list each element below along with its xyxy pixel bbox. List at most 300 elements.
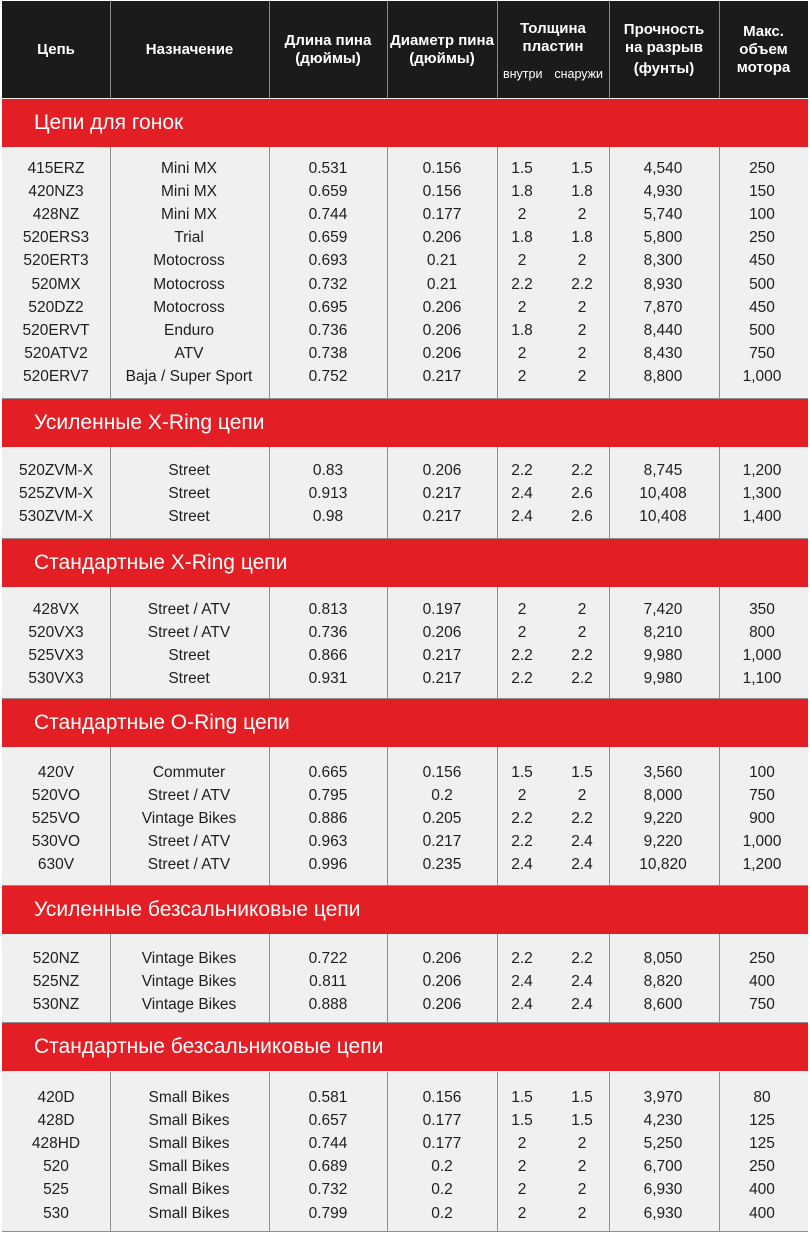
table-cell: Vintage Bikes	[141, 949, 237, 967]
header-max-engine: Макс. объем мотора	[736, 22, 791, 76]
table-cell: 1.5	[511, 1088, 533, 1106]
section-title: Усиленные безсальниковые цепи	[2, 886, 808, 934]
table-cell: 750	[749, 786, 775, 804]
table-cell: 530	[43, 1204, 69, 1222]
table-cell: 2	[517, 205, 527, 223]
table-cell: 2.2	[511, 461, 533, 479]
table-cell: Commuter	[152, 763, 226, 781]
table-cell: 0.217	[422, 507, 462, 525]
table-cell: 0.156	[422, 1088, 462, 1106]
table-cell: 0.693	[308, 252, 348, 270]
table-cell: 2	[577, 321, 587, 339]
table-row	[2, 807, 808, 830]
table-cell: 8,050	[643, 949, 683, 967]
table-cell: Small Bikes	[148, 1134, 230, 1152]
table-cell: 2.2	[571, 646, 593, 664]
table-cell: 1.8	[571, 182, 593, 200]
table-cell: 1,000	[742, 368, 782, 386]
table-cell: Street / ATV	[147, 786, 231, 804]
table-cell: 520NZ	[32, 949, 80, 967]
table-cell: Street / ATV	[147, 856, 231, 874]
table-cell: 0.665	[308, 763, 348, 781]
table-cell: 0.531	[308, 159, 348, 177]
table-cell: 0.736	[308, 623, 348, 641]
table-cell: 525NZ	[32, 972, 80, 990]
table-row	[2, 1086, 808, 1109]
table-cell: 2.4	[571, 833, 593, 851]
header-pin-length: Длина пина (дюймы)	[284, 31, 372, 67]
table-cell: 0.931	[308, 670, 348, 688]
section-title: Усиленные X-Ring цепи	[2, 399, 808, 447]
table-cell: 750	[749, 995, 775, 1013]
table-cell: 9,980	[643, 646, 683, 664]
table-cell: 7,870	[643, 298, 683, 316]
table-cell: 6,930	[643, 1204, 683, 1222]
table-cell: 1,200	[742, 856, 782, 874]
table-cell: 2.4	[511, 507, 533, 525]
table-cell: 150	[749, 182, 775, 200]
table-cell: 0.217	[422, 670, 462, 688]
table-cell: 0.813	[308, 600, 348, 618]
table-cell: 0.206	[422, 321, 462, 339]
table-cell: 0.913	[308, 484, 348, 502]
table-cell: 2.2	[511, 670, 533, 688]
table-cell: 428NZ	[32, 205, 80, 223]
table-cell: Mini MX	[161, 159, 217, 177]
table-row	[2, 505, 808, 528]
table-row	[2, 249, 808, 272]
table-cell: 520ATV2	[24, 345, 88, 363]
table-cell: 2	[517, 345, 527, 363]
table-cell: Motocross	[153, 252, 225, 270]
table-cell: 0.732	[308, 1181, 348, 1199]
table-cell: 0.21	[426, 275, 458, 293]
table-cell: Vintage Bikes	[141, 809, 237, 827]
table-cell: 8,820	[643, 972, 683, 990]
table-cell: 8,800	[643, 368, 683, 386]
table-cell: 520ERS3	[22, 229, 90, 247]
table-cell: 2	[577, 1134, 587, 1152]
section-rows	[2, 934, 808, 1022]
table-cell: 0.659	[308, 229, 348, 247]
table-cell: 8,430	[643, 345, 683, 363]
table-cell: 420NZ3	[28, 182, 84, 200]
table-cell: 350	[749, 600, 775, 618]
table-cell: 2.4	[511, 995, 533, 1013]
table-cell: 0.206	[422, 995, 462, 1013]
table-row	[2, 761, 808, 784]
table-cell: 0.736	[308, 321, 348, 339]
table-cell: 1.8	[511, 229, 533, 247]
table-cell: 3,560	[643, 763, 683, 781]
table-row	[2, 459, 808, 482]
table-row	[2, 273, 808, 296]
table-cell: 0.197	[422, 600, 462, 618]
table-cell: 525ZVM-X	[18, 484, 94, 502]
table-cell: 2.4	[511, 972, 533, 990]
table-cell: 530NZ	[32, 995, 80, 1013]
table-cell: 0.811	[309, 972, 347, 990]
table-cell: 1,400	[742, 507, 782, 525]
table-cell: 500	[749, 275, 775, 293]
table-cell: 0.206	[422, 461, 462, 479]
table-cell: 1.5	[511, 1111, 533, 1129]
table-cell: Street / ATV	[147, 600, 231, 618]
table-cell: Motocross	[153, 275, 225, 293]
table-cell: 420D	[37, 1088, 75, 1106]
table-cell: 0.156	[422, 159, 462, 177]
table-cell: 2	[517, 1204, 527, 1222]
table-cell: 250	[749, 949, 775, 967]
table-cell: 520ZVM-X	[18, 461, 94, 479]
table-cell: 2.4	[571, 995, 593, 1013]
table-cell: Street	[168, 461, 210, 479]
table-cell: 0.657	[308, 1111, 348, 1129]
table-cell: 428D	[37, 1111, 75, 1129]
table-cell: 0.217	[422, 368, 462, 386]
table-cell: 0.752	[308, 368, 348, 386]
table-cell: 1.5	[511, 159, 533, 177]
table-cell: 0.795	[308, 786, 348, 804]
table-cell: 0.689	[308, 1158, 348, 1176]
header-plate-thickness: Толщина пластин внутри снаружи	[503, 20, 603, 81]
table-row	[2, 296, 808, 319]
table-cell: 0.235	[422, 856, 462, 874]
table-cell: 420V	[37, 763, 75, 781]
table-cell: 100	[749, 763, 775, 781]
table-cell: 0.217	[422, 833, 462, 851]
table-cell: Street	[168, 646, 210, 664]
table-cell: 2.6	[571, 484, 593, 502]
table-cell: 1,300	[742, 484, 782, 502]
table-cell: 10,820	[639, 856, 687, 874]
table-row	[2, 784, 808, 807]
table-cell: 0.888	[308, 995, 348, 1013]
table-cell: 0.886	[308, 809, 348, 827]
table-cell: 1.5	[571, 1111, 593, 1129]
section-rows	[2, 747, 808, 885]
table-cell: 0.2	[431, 786, 453, 804]
table-cell: 520DZ2	[28, 298, 84, 316]
table-cell: Vintage Bikes	[141, 995, 237, 1013]
table-cell: 0.695	[308, 298, 348, 316]
table-cell: 9,220	[643, 809, 683, 827]
table-cell: 5,250	[643, 1134, 683, 1152]
table-cell: 2.2	[511, 275, 533, 293]
table-cell: 80	[753, 1088, 771, 1106]
table-cell: 450	[749, 298, 775, 316]
table-cell: 0.83	[312, 461, 344, 479]
table-cell: 4,230	[643, 1111, 683, 1129]
table-cell: 2	[577, 368, 587, 386]
table-cell: 2.2	[571, 275, 593, 293]
section-rows	[2, 147, 808, 398]
table-cell: 520MX	[31, 275, 81, 293]
table-cell: 0.98	[312, 507, 344, 525]
table-cell: 1,000	[742, 833, 782, 851]
table-cell: 2.4	[511, 484, 533, 502]
table-cell: 1.5	[571, 763, 593, 781]
table-cell: 2	[577, 600, 587, 618]
table-cell: 8,210	[643, 623, 683, 641]
table-cell: 2.2	[571, 461, 593, 479]
table-row	[2, 319, 808, 342]
table-cell: Mini MX	[161, 182, 217, 200]
table-cell: 0.866	[308, 646, 348, 664]
table-cell: 0.2	[431, 1204, 453, 1222]
table-cell: 1.8	[511, 182, 533, 200]
table-cell: 0.217	[422, 646, 462, 664]
table-cell: Baja / Super Sport	[125, 368, 253, 386]
table-row	[2, 180, 808, 203]
table-cell: 2	[517, 368, 527, 386]
table-cell: 0.963	[308, 833, 348, 851]
table-row	[2, 226, 808, 249]
table-cell: 2	[577, 252, 587, 270]
table-cell: 0.744	[308, 1134, 348, 1152]
table-cell: 630V	[37, 856, 75, 874]
table-cell: 8,000	[643, 786, 683, 804]
table-cell: 2.4	[571, 972, 593, 990]
table-cell: 530ZVM-X	[18, 507, 94, 525]
table-row	[2, 830, 808, 853]
section-title: Цепи для гонок	[2, 99, 808, 147]
section-rows	[2, 1072, 808, 1231]
table-cell: 125	[749, 1134, 775, 1152]
table-cell: 525VO	[31, 809, 81, 827]
table-cell: 2.6	[571, 507, 593, 525]
table-cell: Street / ATV	[147, 833, 231, 851]
table-cell: 2	[517, 1158, 527, 1176]
table-cell: Trial	[174, 229, 204, 247]
table-cell: 0.996	[308, 856, 348, 874]
table-cell: Street	[168, 507, 210, 525]
table-cell: 2.2	[511, 646, 533, 664]
table-cell: 520ERT3	[23, 252, 89, 270]
table-cell: 8,745	[643, 461, 683, 479]
table-cell: 500	[749, 321, 775, 339]
table-cell: Enduro	[164, 321, 214, 339]
table-cell: Vintage Bikes	[141, 972, 237, 990]
table-cell: 3,970	[643, 1088, 683, 1106]
table-cell: 1.5	[511, 763, 533, 781]
table-row	[2, 1202, 808, 1225]
table-header	[2, 1, 808, 98]
table-cell: 1.5	[571, 159, 593, 177]
table-cell: 0.205	[422, 809, 462, 827]
table-cell: 0.206	[422, 345, 462, 363]
table-cell: 5,800	[643, 229, 683, 247]
table-cell: 2	[577, 1204, 587, 1222]
table-cell: 400	[749, 1181, 775, 1199]
table-row	[2, 365, 808, 388]
table-cell: 7,420	[643, 600, 683, 618]
table-cell: 2	[517, 298, 527, 316]
table-cell: 2	[577, 786, 587, 804]
table-cell: 0.156	[422, 182, 462, 200]
table-cell: 10,408	[639, 484, 687, 502]
table-row	[2, 598, 808, 621]
table-cell: 2	[517, 1134, 527, 1152]
table-cell: 8,440	[643, 321, 683, 339]
table-cell: 2	[517, 600, 527, 618]
header-pin-diameter: Диаметр пина (дюймы)	[390, 31, 494, 67]
chain-spec-table	[2, 1, 808, 1231]
table-cell: 9,980	[643, 670, 683, 688]
table-cell: 2.4	[571, 856, 593, 874]
table-cell: Motocross	[153, 298, 225, 316]
table-cell: 0.206	[422, 229, 462, 247]
header-purpose: Назначение	[145, 40, 234, 58]
table-cell: 1,200	[742, 461, 782, 479]
section-rows	[2, 447, 808, 538]
table-cell: 0.177	[422, 1111, 462, 1129]
table-cell: 0.206	[422, 949, 462, 967]
table-cell: 530VO	[31, 833, 81, 851]
table-row	[2, 1132, 808, 1155]
table-cell: 525	[43, 1181, 69, 1199]
table-row	[2, 1155, 808, 1178]
table-cell: Small Bikes	[148, 1204, 230, 1222]
table-cell: 4,540	[643, 159, 683, 177]
table-cell: 0.206	[422, 298, 462, 316]
table-row	[2, 157, 808, 180]
table-cell: 0.581	[308, 1088, 348, 1106]
table-cell: 2.2	[511, 949, 533, 967]
table-cell: 2	[577, 1181, 587, 1199]
table-cell: 428HD	[31, 1134, 81, 1152]
table-cell: Street	[168, 670, 210, 688]
table-cell: Street	[168, 484, 210, 502]
header-inside: внутри	[503, 67, 543, 81]
table-cell: 1.8	[571, 229, 593, 247]
table-cell: 250	[749, 159, 775, 177]
table-cell: 0.738	[308, 345, 348, 363]
table-cell: 0.206	[422, 972, 462, 990]
table-row	[2, 667, 808, 690]
table-cell: 1.8	[511, 321, 533, 339]
table-cell: 2.2	[571, 809, 593, 827]
table-cell: Small Bikes	[148, 1111, 230, 1129]
table-cell: 250	[749, 229, 775, 247]
table-cell: 2	[577, 298, 587, 316]
table-cell: 9,220	[643, 833, 683, 851]
table-cell: Small Bikes	[148, 1181, 230, 1199]
table-cell: 125	[749, 1111, 775, 1129]
table-cell: 0.206	[422, 623, 462, 641]
table-cell: 520VO	[31, 786, 81, 804]
table-row	[2, 203, 808, 226]
table-cell: 0.2	[431, 1181, 453, 1199]
table-cell: 10,408	[639, 507, 687, 525]
table-cell: 400	[749, 1204, 775, 1222]
table-cell: 400	[749, 972, 775, 990]
table-cell: 2	[577, 345, 587, 363]
table-cell: 0.659	[308, 182, 348, 200]
table-cell: 8,600	[643, 995, 683, 1013]
table-cell: 2	[577, 623, 587, 641]
table-cell: 2.4	[511, 856, 533, 874]
table-cell: 100	[749, 205, 775, 223]
table-cell: 525VX3	[28, 646, 84, 664]
table-cell: 2	[577, 205, 587, 223]
table-row	[2, 644, 808, 667]
header-chain: Цепь	[37, 40, 75, 58]
table-cell: 0.177	[422, 205, 462, 223]
table-cell: 2	[577, 1158, 587, 1176]
table-row	[2, 853, 808, 876]
table-cell: 0.732	[308, 275, 348, 293]
table-cell: 520ERV7	[22, 368, 90, 386]
table-cell: 0.177	[422, 1134, 462, 1152]
table-cell: 520ERVT	[22, 321, 90, 339]
table-row	[2, 993, 808, 1016]
section-title: Стандартные безсальниковые цепи	[2, 1023, 808, 1071]
table-cell: 0.21	[426, 252, 458, 270]
table-cell: 2	[517, 252, 527, 270]
table-cell: 2.2	[571, 949, 593, 967]
table-cell: Mini MX	[161, 205, 217, 223]
table-cell: 520VX3	[28, 623, 84, 641]
table-cell: 0.2	[431, 1158, 453, 1176]
section-title: Стандартные O-Ring цепи	[2, 699, 808, 747]
table-row	[2, 342, 808, 365]
table-cell: 530VX3	[28, 670, 84, 688]
table-cell: 8,300	[643, 252, 683, 270]
table-cell: 450	[749, 252, 775, 270]
table-cell: 800	[749, 623, 775, 641]
table-cell: 0.217	[422, 484, 462, 502]
table-row	[2, 947, 808, 970]
section-rows	[2, 587, 808, 698]
header-tensile-strength: Прочность на разрыв (фунты)	[623, 21, 705, 77]
table-cell: 415ERZ	[27, 159, 85, 177]
table-cell: 0.722	[308, 949, 348, 967]
table-cell: 1,000	[742, 646, 782, 664]
table-cell: 2.2	[571, 670, 593, 688]
table-cell: Small Bikes	[148, 1088, 230, 1106]
table-cell: 520	[43, 1158, 69, 1176]
table-cell: 1,100	[742, 670, 782, 688]
table-row	[2, 1178, 808, 1201]
table-cell: 8,930	[643, 275, 683, 293]
table-cell: 0.156	[422, 763, 462, 781]
table-row	[2, 1109, 808, 1132]
table-cell: 250	[749, 1158, 775, 1176]
table-cell: 4,930	[643, 182, 683, 200]
table-cell: 900	[749, 809, 775, 827]
table-cell: 428VX	[32, 600, 80, 618]
table-cell: ATV	[174, 345, 204, 363]
section-title: Стандартные X-Ring цепи	[2, 539, 808, 587]
table-cell: Small Bikes	[148, 1158, 230, 1176]
table-cell: Street / ATV	[147, 623, 231, 641]
table-cell: 2	[517, 623, 527, 641]
table-cell: 2.2	[511, 833, 533, 851]
table-cell: 2.2	[511, 809, 533, 827]
header-outside: снаружи	[554, 67, 603, 81]
table-cell: 1.5	[571, 1088, 593, 1106]
table-cell: 2	[517, 1181, 527, 1199]
table-row	[2, 621, 808, 644]
table-cell: 5,740	[643, 205, 683, 223]
table-cell: 0.799	[308, 1204, 348, 1222]
table-cell: 2	[517, 786, 527, 804]
table-cell: 6,930	[643, 1181, 683, 1199]
table-cell: 0.744	[308, 205, 348, 223]
table-cell: 750	[749, 345, 775, 363]
table-cell: 6,700	[643, 1158, 683, 1176]
